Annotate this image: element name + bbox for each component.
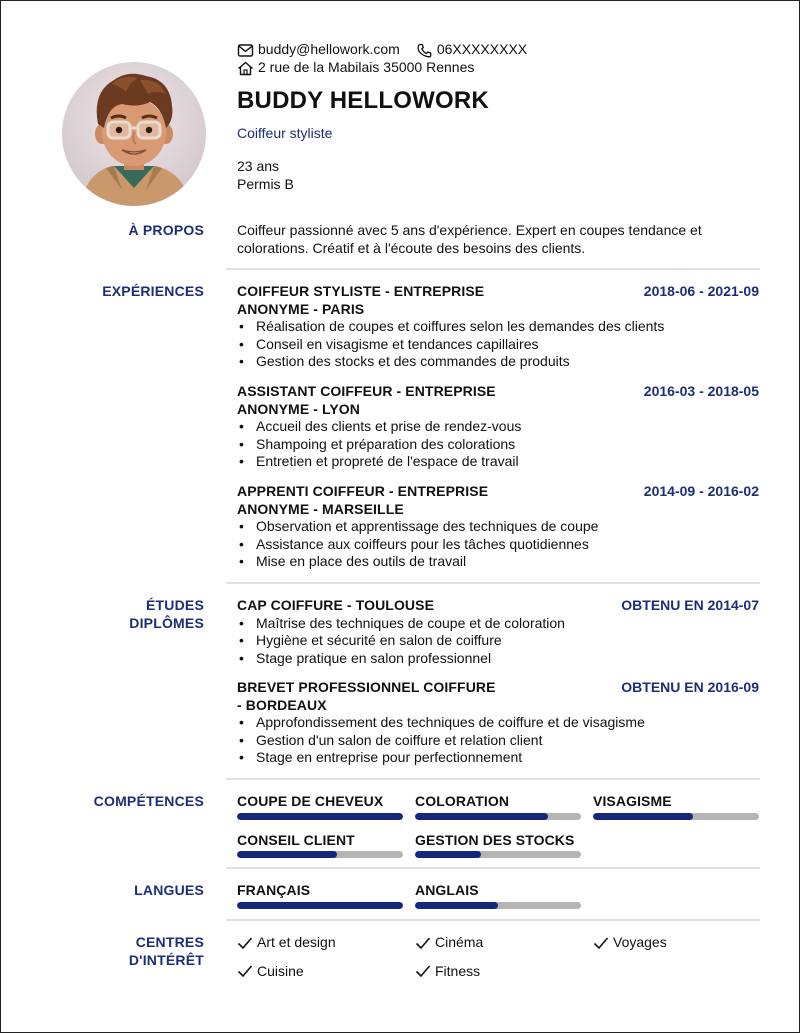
check-icon (237, 936, 253, 950)
entry-title (237, 483, 537, 518)
experience-entry (237, 283, 759, 371)
email-text: buddy@hellowork.com (258, 41, 400, 58)
interest-label: Cinéma (435, 934, 484, 950)
skill-name: COLORATION (415, 793, 510, 809)
interest-item (415, 963, 593, 981)
about-title: À PROPOS (128, 222, 204, 238)
about-line: colorations. Créatif et à l'écoute des besoins des clients. (237, 239, 586, 256)
check-icon (237, 964, 253, 978)
job-title: Coiffeur styliste (237, 125, 333, 141)
education-title-line: ÉTUDES (146, 597, 204, 613)
entry-title-line: BREVET PROFESSIONNEL COIFFURE (237, 679, 496, 695)
skills-grid (237, 793, 759, 858)
entry-title-line: - BORDEAUX (237, 696, 327, 713)
check-icon (415, 964, 431, 978)
entry-title (237, 283, 537, 318)
experience-entry (237, 483, 759, 571)
email-item (237, 41, 400, 59)
experience-title: EXPÉRIENCES (102, 283, 204, 299)
skill-item (415, 793, 593, 820)
list-item: • Stage en entreprise pour perfectionnement (237, 749, 759, 767)
list-item: • Observation et apprentissage des techniques de coupe (237, 518, 759, 536)
education-entry (237, 597, 759, 668)
phone-icon (416, 43, 433, 58)
check-icon (593, 936, 609, 950)
skill-item (593, 793, 759, 820)
list-item: • Réalisation de coupes et coiffures selon les demandes des clients (237, 318, 759, 336)
full-name: BUDDY HELLOWORK (237, 87, 489, 114)
interest-label: Fitness (435, 962, 481, 979)
home-icon (237, 61, 254, 76)
entry-title-line: ASSISTANT COIFFEUR - ENTREPRISE (237, 383, 496, 399)
language-bar-fill (415, 902, 498, 909)
phone-text: 06XXXXXXXX (436, 41, 528, 58)
list-item: • Approfondissement des techniques de coiffure et de visagisme (237, 714, 759, 732)
skill-bar-fill (237, 813, 403, 820)
skill-bar (415, 813, 581, 820)
contact-block (237, 41, 543, 77)
language-item (415, 882, 593, 909)
entry-title-line: ANONYME - PARIS (237, 300, 365, 317)
entry-title (237, 679, 537, 714)
address-item (237, 59, 474, 77)
list-item: • Stage pratique en salon professionnel (237, 650, 759, 668)
list-item: • Maîtrise des techniques de coupe et de coloration (237, 615, 759, 633)
experience-entry (237, 383, 759, 471)
interests-title-line: D'INTÉRÊT (128, 951, 204, 968)
interest-item (237, 934, 415, 952)
section-divider (226, 867, 760, 869)
education-entry (237, 679, 759, 767)
about-text (237, 222, 759, 257)
interest-label: Voyages (613, 934, 667, 950)
languages-title: LANGUES (134, 882, 204, 898)
entry-date: OBTENU EN 2014-07 (621, 597, 759, 613)
language-bar-fill (237, 902, 403, 909)
skill-bar (415, 851, 581, 858)
skill-name: COUPE DE CHEVEUX (237, 793, 384, 809)
section-divider (226, 778, 760, 780)
skill-bar-fill (237, 851, 337, 858)
skill-item (237, 832, 415, 859)
skill-name: CONSEIL CLIENT (237, 831, 355, 848)
section-divider (226, 582, 760, 584)
address-text: 2 rue de la Mabilais 35000 Rennes (258, 59, 475, 76)
skill-bar-fill (415, 813, 548, 820)
entry-bullets (237, 714, 759, 767)
skill-item (415, 832, 593, 859)
phone-item (416, 41, 527, 59)
skill-bar-fill (593, 813, 693, 820)
entry-date: 2016-03 - 2018-05 (643, 383, 759, 399)
entry-title-line: ANONYME - LYON (237, 400, 361, 417)
about-line: Coiffeur passionné avec 5 ans d'expérience. Expert en coupes tendance et (237, 222, 702, 238)
skill-name: VISAGISME (593, 793, 672, 809)
interest-label: Art et design (257, 934, 336, 950)
list-item: • Entretien et propreté de l'espace de travail (237, 453, 759, 471)
interests-title-line: CENTRES (135, 934, 204, 950)
skills-title: COMPÉTENCES (93, 793, 204, 809)
entry-title-line: ANONYME - MARSEILLE (237, 500, 404, 517)
entry-date: 2014-09 - 2016-02 (643, 483, 759, 499)
list-item: • Assistance aux coiffeurs pour les tâches quotidiennes (237, 536, 759, 554)
profile-photo (62, 62, 206, 206)
skill-item (237, 793, 415, 820)
entry-title (237, 383, 537, 418)
entry-date: 2018-06 - 2021-09 (643, 283, 759, 299)
skill-bar-fill (415, 851, 481, 858)
entry-bullets (237, 518, 759, 571)
language-bar (237, 902, 403, 909)
entry-bullets (237, 615, 759, 668)
envelope-icon (237, 43, 254, 58)
list-item: • Accueil des clients et prise de rendez-vous (237, 418, 759, 436)
languages-grid (237, 882, 759, 909)
language-name: ANGLAIS (415, 882, 479, 898)
skill-bar (237, 813, 403, 820)
section-divider (226, 268, 760, 270)
section-divider (226, 919, 760, 921)
education-title-line: DIPLÔMES (129, 614, 204, 631)
check-icon (415, 936, 431, 950)
skill-name: GESTION DES STOCKS (415, 831, 575, 848)
interest-item (593, 934, 759, 952)
entry-date: OBTENU EN 2016-09 (621, 679, 759, 695)
entry-title (237, 597, 537, 615)
entry-title-line: COIFFEUR STYLISTE - ENTREPRISE (237, 283, 485, 299)
entry-title-line: APPRENTI COIFFEUR - ENTREPRISE (237, 483, 489, 499)
list-item: • Gestion d'un salon de coiffure et relation client (237, 732, 759, 750)
language-name: FRANÇAIS (237, 882, 311, 898)
entry-bullets (237, 418, 759, 471)
interest-item (237, 963, 415, 981)
list-item: • Gestion des stocks et des commandes de produits (237, 353, 759, 371)
list-item: • Shampoing et préparation des colorations (237, 436, 759, 454)
language-bar (415, 902, 581, 909)
age-text: 23 ans (237, 158, 280, 174)
list-item: • Conseil en visagisme et tendances capillaires (237, 336, 759, 354)
interest-item (415, 934, 593, 952)
list-item: • Hygiène et sécurité en salon de coiffure (237, 632, 759, 650)
interest-label: Cuisine (257, 962, 304, 979)
skill-bar (593, 813, 759, 820)
language-item (237, 882, 415, 909)
entry-bullets (237, 318, 759, 371)
personal-info (237, 157, 294, 193)
skill-bar (237, 851, 403, 858)
entry-title-line: CAP COIFFURE - TOULOUSE (237, 597, 435, 613)
list-item: • Mise en place des outils de travail (237, 553, 759, 571)
education-title (44, 597, 204, 632)
interests-title (44, 934, 204, 969)
interests-grid (237, 934, 759, 980)
license-text: Permis B (237, 176, 294, 192)
